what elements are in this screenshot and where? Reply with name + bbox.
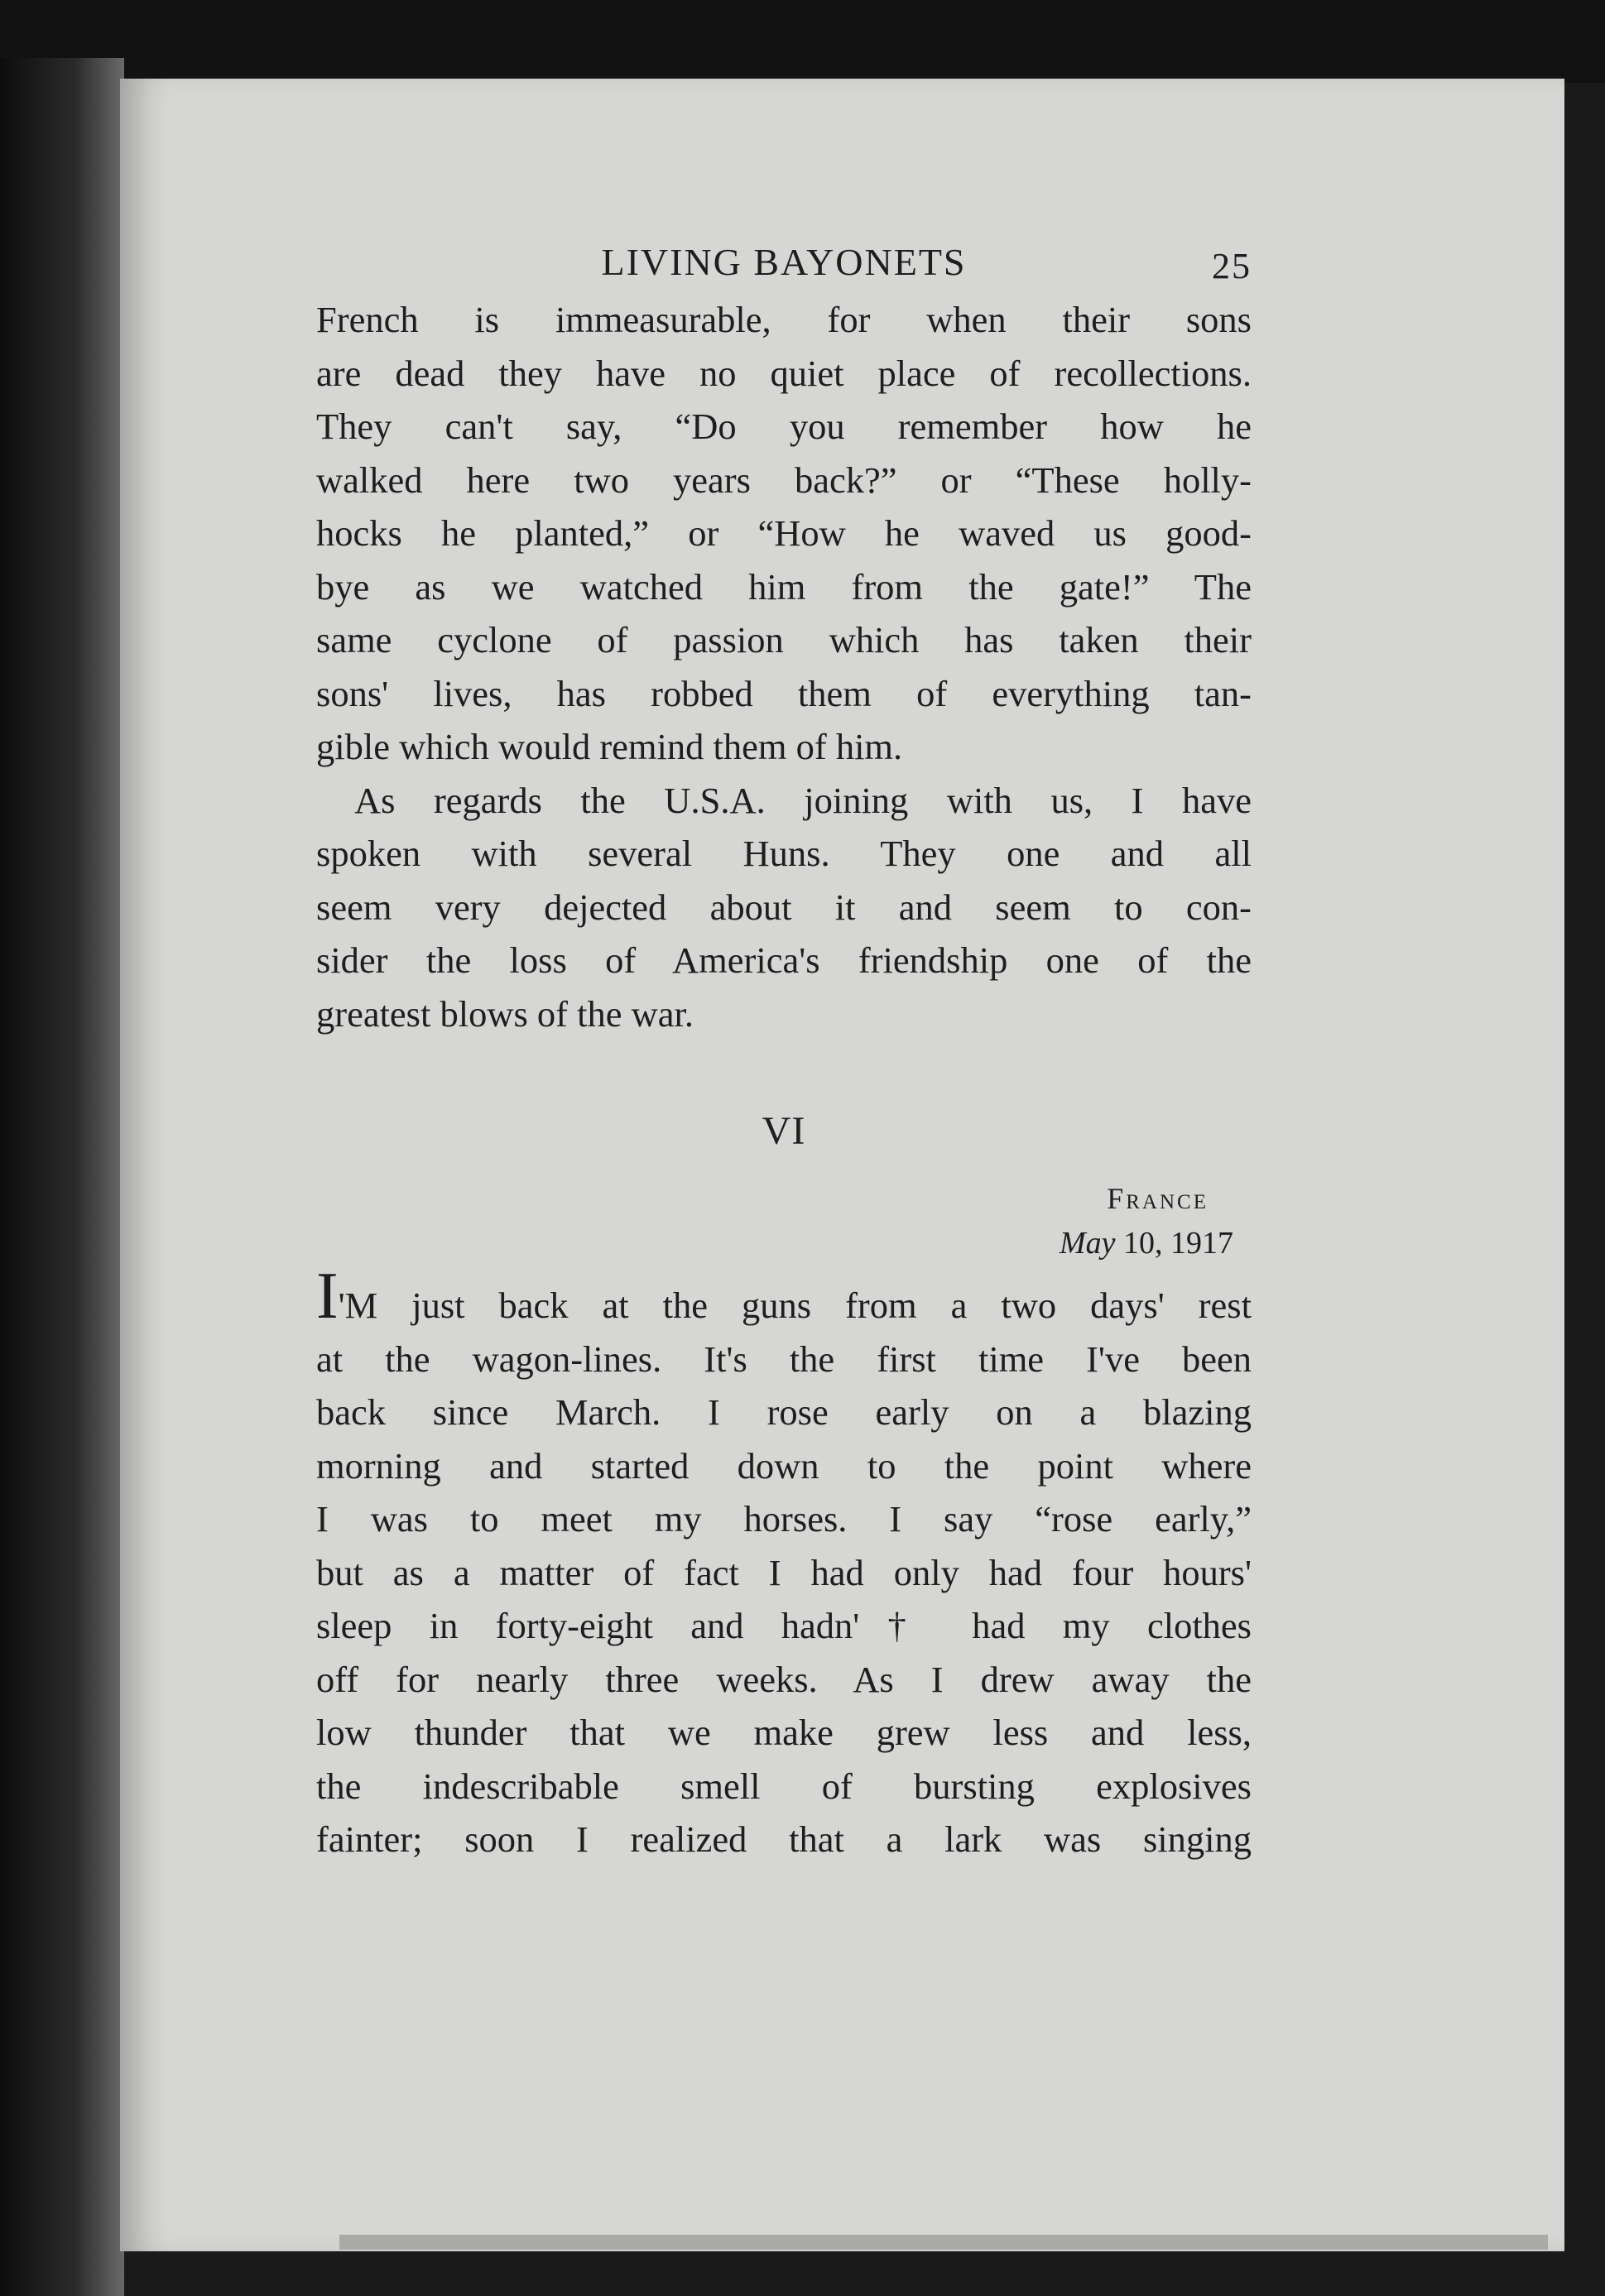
text-line: back since March. I rose early on a blazing	[316, 1391, 1252, 1433]
first-line-text: 'M just back at the guns from a two days' rest	[338, 1285, 1252, 1326]
text-line: They can't say, “Do you remember how he	[316, 406, 1252, 447]
text-line: gible which would remind them of him.	[316, 726, 903, 767]
running-title: LIVING BAYONETS	[601, 241, 967, 283]
text-line: hocks he planted,” or “How he waved us good-	[316, 512, 1252, 554]
text-line: seem very dejected about it and seem to con-	[316, 886, 1252, 928]
dateline-date	[316, 1221, 1233, 1266]
text-line: but as a matter of fact I had only had four hours'	[316, 1551, 1252, 1593]
page-bottom-edge	[339, 2235, 1548, 2250]
text-line: at the wagon-lines. It's the first time I've been	[316, 1338, 1252, 1380]
paragraph-1	[316, 293, 1252, 774]
text-line: As regards the U.S.A. joining with us, I have	[354, 779, 1252, 821]
paragraph-2	[316, 774, 1252, 1041]
running-head	[316, 240, 1252, 293]
text-line: low thunder that we make grew less and less,	[316, 1712, 1252, 1753]
dateline-day-year: 10, 1917	[1123, 1226, 1233, 1261]
text-line: walked here two years back?” or “These holly-	[316, 459, 1252, 501]
text-line: off for nearly three weeks. As I drew away the	[316, 1658, 1252, 1700]
text-line: are dead they have no quiet place of recollections.	[316, 352, 1252, 394]
text-line: fainter; soon I realized that a lark was singing	[316, 1818, 1252, 1860]
scan-backdrop	[0, 0, 1605, 83]
dateline	[316, 1176, 1252, 1266]
section-heading: VI	[762, 1109, 806, 1153]
text-line: same cyclone of passion which has taken their	[316, 619, 1252, 660]
text-line: bye as we watched him from the gate!” The	[316, 565, 1252, 608]
drop-cap: I	[316, 1260, 339, 1333]
text-line: sider the loss of America's friendship one of the	[316, 939, 1252, 981]
dateline-month: May	[1059, 1226, 1116, 1261]
text-line: spoken with several Huns. They one and all	[316, 833, 1252, 874]
text-line: morning and started down to the point where	[316, 1444, 1252, 1487]
text-line-first	[316, 1260, 1252, 1333]
paragraph-3	[316, 1260, 1252, 1866]
text-line: sons' lives, has robbed them of everything tan-	[316, 672, 1252, 714]
page-text-block	[316, 240, 1252, 1866]
page-number: 25	[1212, 246, 1252, 286]
text-line: the indescribable smell of bursting explosives	[316, 1765, 1252, 1807]
text-line: sleep in forty-eight and hadn'† had my clothes	[316, 1605, 1252, 1646]
book-gutter-shadow	[0, 58, 124, 2296]
text-line: greatest blows of the war.	[316, 992, 694, 1035]
text-line: I was to meet my horses. I say “rose early,”	[316, 1498, 1252, 1539]
dateline-place: France	[1107, 1182, 1209, 1215]
text-line: French is immeasurable, for when their sons	[316, 299, 1252, 340]
